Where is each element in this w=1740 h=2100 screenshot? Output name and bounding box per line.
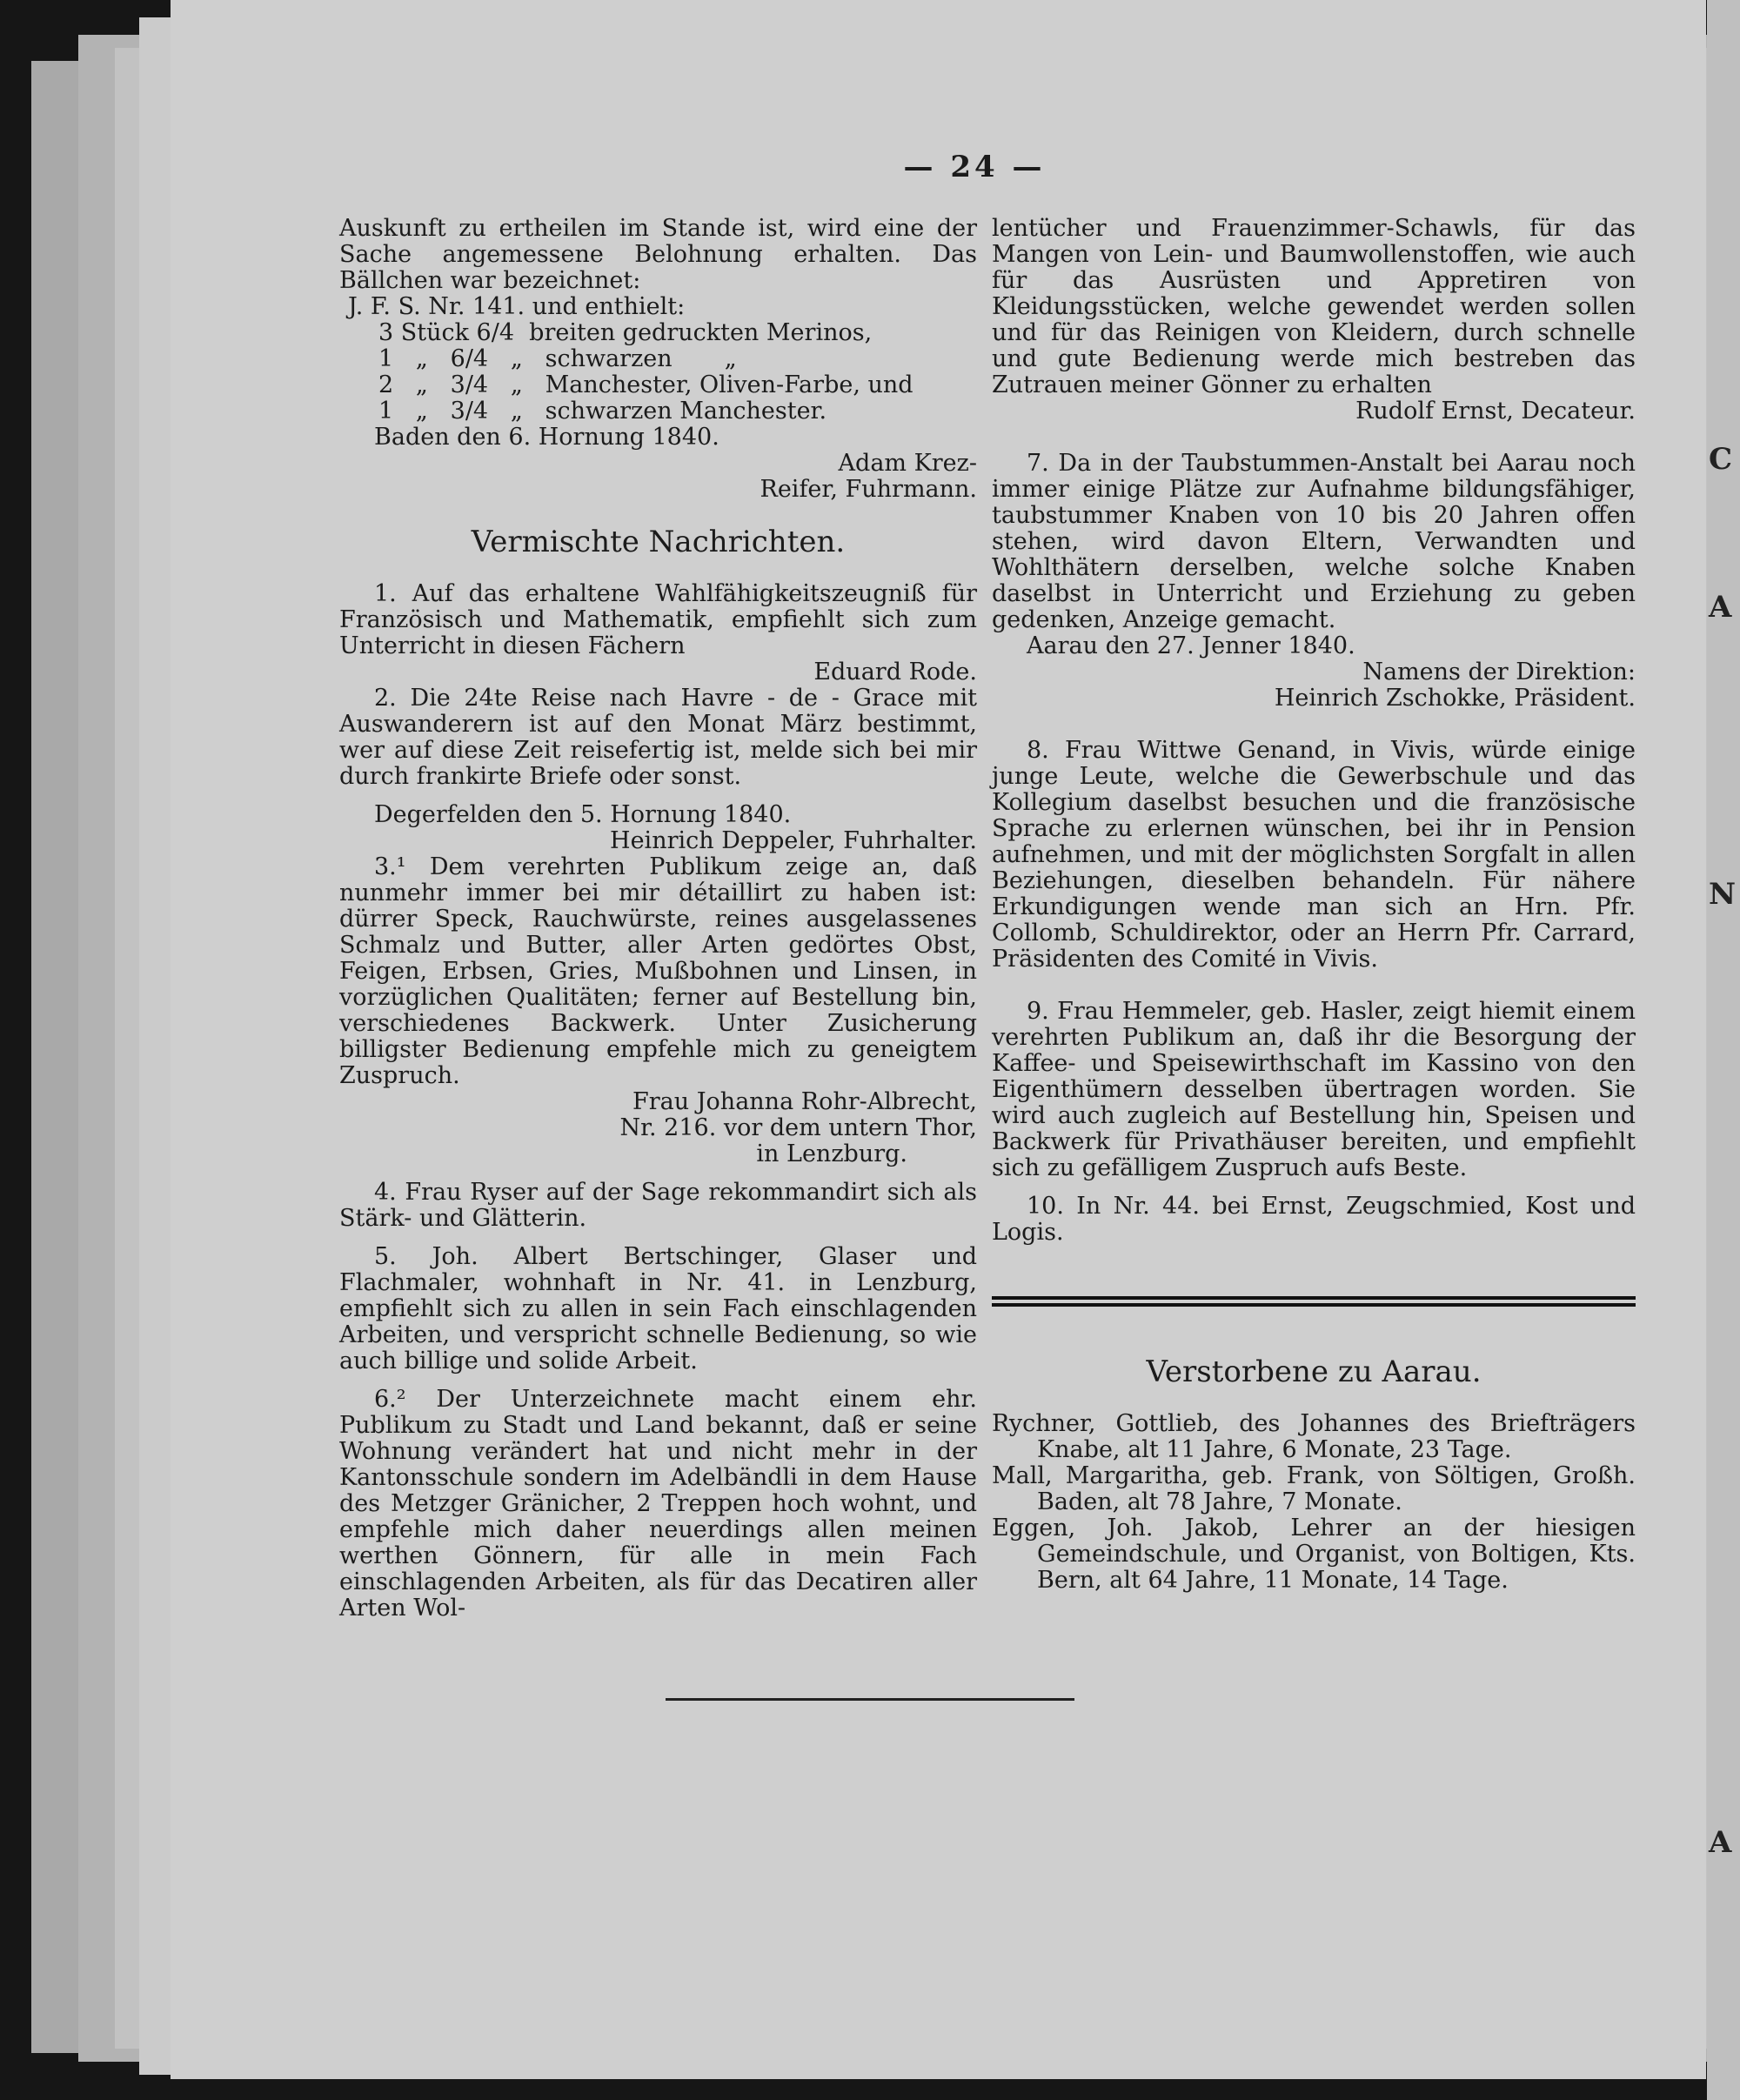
notice-2: 2. Die 24te Reise nach Havre - de - Grace mit Auswanderern ist auf den Monat März bestimmt, wer auf diese Zeit reisefertig ist, melde sich bei mir durch frankirte Briefe oder sonst.: [339, 685, 977, 790]
signature: Eduard Rode.: [813, 659, 977, 686]
notice-6: 6.² Der Unterzeichnete macht einem ehr. Publikum zu Stadt und Land bekannt, daß er seine Wohnung verändert hat und nicht mehr in der Kantonsschule sondern im Adelbändli in dem Hause des Metzger Gränicher, 2 Treppen hoch wohnt, und empfehle mich daher neuerdings allen meinen werthen Gönnern, für alle in mein Fach einschlagenden Arbeiten, als für das Decatiren aller Arten Wol-: [339, 1386, 977, 1622]
death-entry: Eggen, Joh. Jakob, Lehrer an der hiesigen Gemeindschule, und Organist, von Boltigen, Kts. Bern, alt 64 Jahre, 11 Monate, 14 Tage.: [992, 1515, 1636, 1594]
signature: Heinrich Zschokke, Präsident.: [1274, 685, 1636, 712]
signature: Rudolf Ernst, Decateur.: [1355, 398, 1636, 425]
goods-list: [378, 320, 977, 425]
date-line: Baden den 6. Hornung 1840.: [374, 424, 719, 451]
signature: Frau Johanna Rohr-Albrecht,: [632, 1088, 977, 1115]
double-rule: [992, 1296, 1636, 1307]
signature: in Lenzburg.: [756, 1140, 907, 1167]
page-number-header: — 24 —: [903, 150, 1046, 184]
column-end-rule: [666, 1698, 1074, 1701]
death-entry: Mall, Margaritha, geb. Frank, von Söltigen, Großh. Baden, alt 78 Jahre, 7 Monate.: [992, 1462, 1636, 1515]
notice-9: 9. Frau Hemmeler, geb. Hasler, zeigt hiemit einem verehrten Publikum an, daß ihr die Besorgung der Kaffee- und Speisewirthschaft im Kassino von den Eigenthümern desselben übertragen worden. Sie wird auch zugleich auf Bestellung hin, Speisen und Backwerk für Privathäuser bereiten, und empfiehlt sich zu gefälligem Zuspruch aufs Beste.: [992, 998, 1636, 1181]
date-line: Aarau den 27. Jenner 1840.: [1027, 632, 1355, 659]
left-column: [339, 216, 977, 1622]
paragraph: J. F. S. Nr. 141. und enthielt:: [348, 293, 686, 320]
notice-6-continued: lentücher und Frauenzimmer-Schawls, für das Mangen von Lein- und Baumwollenstoffen, wie auch für das Ausrüsten und Appretiren von Kleidungsstücken, welche gewendet werden sollen und für das Reinigen von Kleidern, durch schnelle und gute Bedienung werde mich bestreben das Zutrauen meiner Gönner zu erhalten: [992, 215, 1636, 398]
notice-3: 3.¹ Dem verehrten Publikum zeige an, daß nunmehr immer bei mir détaillirt zu haben ist: dürrer Speck, Rauchwürste, reines ausgelassenes Schmalz und Butter, aller Arten gedörtes Obst, Feigen, Erbsen, Gries, Mußbohnen und Linsen, in vorzüglichen Qualitäten; ferner auf Bestellung bin, verschiedenes Backwerk. Unter Zusicherung billigster Bedienung empfehle mich zu geneigtem Zuspruch.: [339, 853, 977, 1089]
signature: Adam Krez-: [838, 450, 977, 477]
signature: Nr. 216. vor dem untern Thor,: [619, 1114, 977, 1141]
list-item: 3 Stück 6/4 breiten gedruckten Merinos,: [378, 319, 873, 346]
list-item: 1 „ 6/4 „ schwarzen „: [378, 345, 737, 372]
signature: Reifer, Fuhrmann.: [760, 476, 977, 503]
deaths-heading: Verstorbene zu Aarau.: [1146, 1354, 1482, 1389]
list-item: 1 „ 3/4 „ schwarzen Manchester.: [378, 398, 827, 425]
signature: Namens der Direktion:: [1362, 659, 1636, 686]
notice-7: 7. Da in der Taubstummen-Anstalt bei Aarau noch immer einige Plätze zur Aufnahme bildungsfähiger, taubstummer Knaben von 10 bis 20 Jahren offen stehen, wird davon Eltern, Verwandten und Wohlthätern derselben, welche solche Knaben daselbst in Unterricht und Erziehung zu geben gedenken, Anzeige gemacht.: [992, 450, 1636, 633]
section-heading: Vermischte Nachrichten.: [471, 525, 846, 559]
list-item: 2 „ 3/4 „ Manchester, Oliven-Farbe, und: [378, 371, 914, 398]
death-entry: Rychner, Gottlieb, des Johannes des Briefträgers Knabe, alt 11 Jahre, 6 Monate, 23 Tage.: [992, 1410, 1636, 1463]
date-line: Degerfelden den 5. Hornung 1840.: [374, 801, 792, 828]
adjacent-page-strip: C A N A: [1707, 0, 1740, 2100]
signature: Heinrich Deppeler, Fuhrhalter.: [610, 827, 977, 854]
notice-4: 4. Frau Ryser auf der Sage rekommandirt sich als Stärk- und Glätterin.: [339, 1179, 977, 1232]
paragraph: Auskunft zu ertheilen im Stande ist, wird eine der Sache angemessene Belohnung erhalten. Das Bällchen war bezeichnet:: [339, 215, 977, 294]
notice-10: 10. In Nr. 44. bei Ernst, Zeugschmied, Kost und Logis.: [992, 1193, 1636, 1246]
notice-1: 1. Auf das erhaltene Wahlfähigkeitszeugniß für Französisch und Mathematik, empfiehlt sich zum Unterricht in diesen Fächern: [339, 580, 977, 659]
right-column: [992, 216, 1636, 1594]
notice-5: 5. Joh. Albert Bertschinger, Glaser und Flachmaler, wohnhaft in Nr. 41. in Lenzburg, empfiehlt sich zu allen in sein Fach einschlagenden Arbeiten, und verspricht schnelle Bedienung, so wie auch billige und solide Arbeit.: [339, 1243, 977, 1374]
notice-8: 8. Frau Wittwe Genand, in Vivis, würde einige junge Leute, welche die Gewerbschule und das Kollegium daselbst besuchen und die französische Sprache zu erlernen wünschen, bei ihr in Pension aufnehmen, und mit der möglichsten Sorgfalt in allen Beziehungen, dieselben behandeln. Für nähere Erkundigungen wende man sich an Hrn. Pfr. Collomb, Schuldirektor, oder an Herrn Pfr. Carrard, Präsidenten des Comité in Vivis.: [992, 737, 1636, 973]
